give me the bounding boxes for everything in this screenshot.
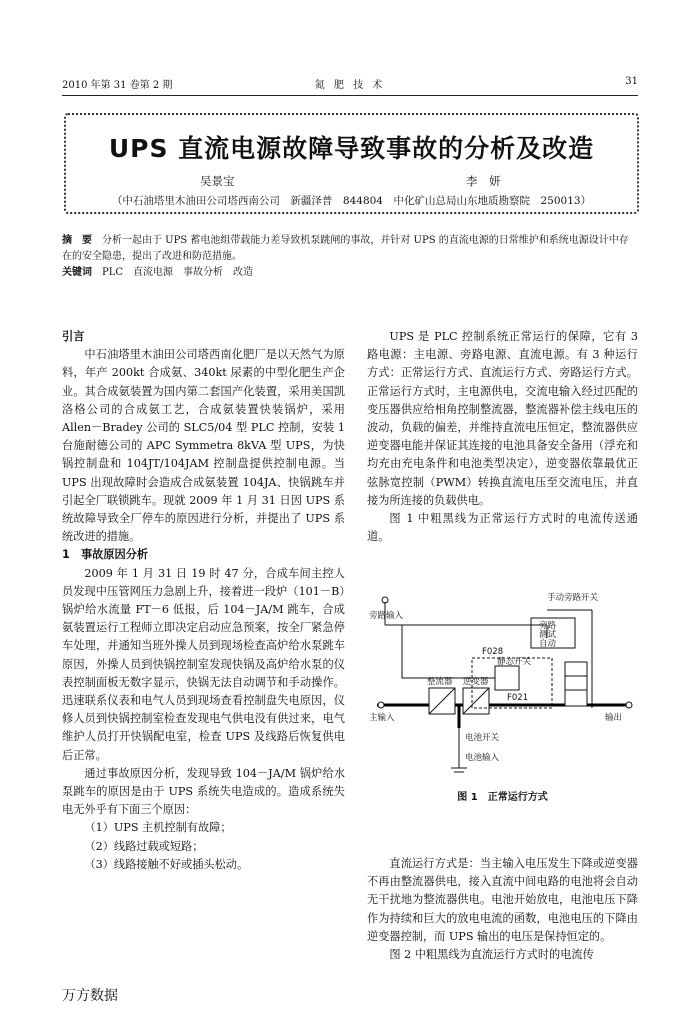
right-column-top — [367, 328, 638, 546]
section-1-heading: 1 事故原因分析 — [62, 548, 149, 562]
figure-1-caption: 图 1 正常运行方式 — [457, 792, 548, 803]
affiliation: （中石油塔里木油田公司塔西南公司 新疆泽普 844804 中化矿山总局山东地质勘察院 250013） — [111, 195, 592, 207]
label-battery-input: 电池输入 — [465, 753, 500, 763]
section-1-paragraph-1: 2009 年 1 月 31 日 19 时 47 分，合成车间主控人员发现中压管网压力急剧上升，接着进一段炉（101－B）锅炉给水流量 FT－6 低报，后 104－JA/M 跳车，合成氨装置运行工程师立即决定启动应急预案，按全厂紧急停车处理，并通知当班外操人员到现场检查高炉给水泵跳车原因，外操人员到快锅控制室发现快锅及高炉给水泵的仪表控制面板无数字显示，快锅无法自动调节和手动操作。迅速联系仪表和电气人员到现场查看控制盘失电原因，仪修人员到快锅控制室检查发现电气供电没有供过来，电气维护人员打开快锅配电室，检查 UPS 及线路后恢复供电后正常。 — [62, 566, 345, 762]
label-inverter: 逆变器 — [463, 677, 489, 687]
label-auto: 自动 — [539, 639, 557, 649]
dc-mode-paragraph: 直流运行方式是：当主输入电压发生下降或逆变器不再由整流器供电，接入直流中间电路的电池将会自动无干扰地为整流器供电。电池开始放电，电池电压下降作为持续和巨大的放电电流的函数，电池电压的下降由逆变器控制，而 UPS 输出的电压是保持恒定的。 — [367, 857, 638, 943]
label-output: 输出 — [605, 713, 623, 723]
journal-issue: 2010 年第 31 卷第 2 期 — [62, 80, 173, 91]
keywords: PLC 直流电源 事故分析 改造 — [102, 267, 254, 278]
right-column-bottom — [367, 855, 638, 964]
label-rectifier: 整流器 — [427, 677, 453, 687]
label-bypass: 旁路 — [539, 621, 557, 631]
output-terminal — [626, 702, 632, 708]
label-test: 测试 — [539, 630, 557, 640]
title-box — [64, 113, 639, 214]
label-f028: F028 — [482, 647, 504, 657]
keywords-label: 关键词 — [62, 267, 92, 278]
watermark-footer: 万方数据 — [62, 988, 118, 1004]
label-f021: F021 — [507, 693, 529, 703]
inverter-diagonal — [463, 688, 489, 714]
running-header — [62, 76, 638, 94]
intro-paragraph: 中石油塔里木油田公司塔西南化肥厂是以天然气为原料，年产 200kt 合成氨、340kt 尿素的中型化肥生产企业。其合成氨装置为国内第二套国产化装置，采用美国凯洛格公司的合成氨工艺，合成氨装置快装锅炉，采用 Allen－Bradey 公司的 SLC5/04 型 PLC 控制，安装 1 台施耐德公司的 APC Symmetra 8kVA 型 UPS，为快锅控制盘和 104JT/104JAM 控制盘提供控制电源。当 UPS 出现故障时会造成合成氨装置 104JA、快锅跳车并引起全厂联锁跳车。现就 2009 年 1 月 31 日因 UPS 系统故障导致全厂停车的原因进行分析，并提出了 UPS 系统改进的措施。 — [62, 348, 345, 544]
label-battery-switch: 电池开关 — [465, 733, 500, 743]
list-item: （1）UPS 主机控制有故障； — [84, 821, 232, 835]
author-1: 吴景宝 — [200, 174, 235, 188]
intro-heading: 引言 — [62, 330, 85, 343]
left-column — [62, 328, 345, 874]
figure-1-diagram — [367, 590, 638, 790]
figure-1-intro: 图 1 中粗黑线为正常运行方式时的电流传送通道。 — [367, 512, 638, 544]
label-manual-bypass: 手动旁路开关 — [547, 593, 599, 603]
main-input-terminal — [378, 702, 384, 708]
abstract-text: 分析一起由于 UPS 蓄电池组带载能力差导致机泵跳闸的事故，并针对 UPS 的直流电源的日常维护和系统电源设计中存在的安全隐患，提出了改进和防范措施。 — [62, 235, 629, 262]
ups-paragraph: UPS 是 PLC 控制系统正常运行的保障，它有 3 路电源：主电源、旁路电源、直流电源。有 3 种运行方式：正常运行方式、直流运行方式、旁路运行方式。正常运行方式时，主电源供电，交流电输入经过匹配的变压器供应给相角控制整流器，整流器补偿主线电压的波动，负载的偏差，并维持直流电压恒定，整流器供应逆变器电能并保证其连接的电池具备安全备用（浮充和均充由充电条件和电池类型决定），逆变器依靠最优正弦脉宽控制（PWM）转换直流电压至交流电压，并直接为所连接的负载供电。 — [367, 330, 638, 507]
static-switch — [495, 666, 519, 690]
output-transformer — [565, 662, 587, 706]
rectifier-diagonal — [429, 688, 455, 714]
abstract-label: 摘 要 — [62, 235, 92, 246]
label-main-input: 主输入 — [369, 713, 395, 723]
list-item: （2）线路过载或短路； — [84, 839, 204, 853]
page-number: 31 — [625, 76, 638, 87]
label-bypass-input: 旁路输入 — [369, 611, 404, 621]
figure-2-intro: 图 2 中粗黑线为直流运行方式时的电流传 — [389, 948, 594, 962]
header-rule — [62, 95, 638, 96]
journal-name: 氮 肥 技 术 — [314, 80, 386, 91]
paper-title: UPS 直流电源故障导致事故的分析及改造 — [108, 134, 595, 163]
list-item: （3）线路接触不好或插头松动。 — [84, 857, 249, 871]
author-2: 李 妍 — [466, 174, 501, 188]
abstract — [62, 233, 638, 281]
label-static-switch: 静态开关 — [497, 657, 532, 667]
section-1-paragraph-2: 通过事故原因分析，发现导致 104－JA/M 锅炉给水泵跳车的原因是由于 UPS 系统失电造成的。造成系统失电无外乎有下面三个原因： — [62, 766, 345, 817]
ups-circuit-diagram — [367, 590, 638, 790]
